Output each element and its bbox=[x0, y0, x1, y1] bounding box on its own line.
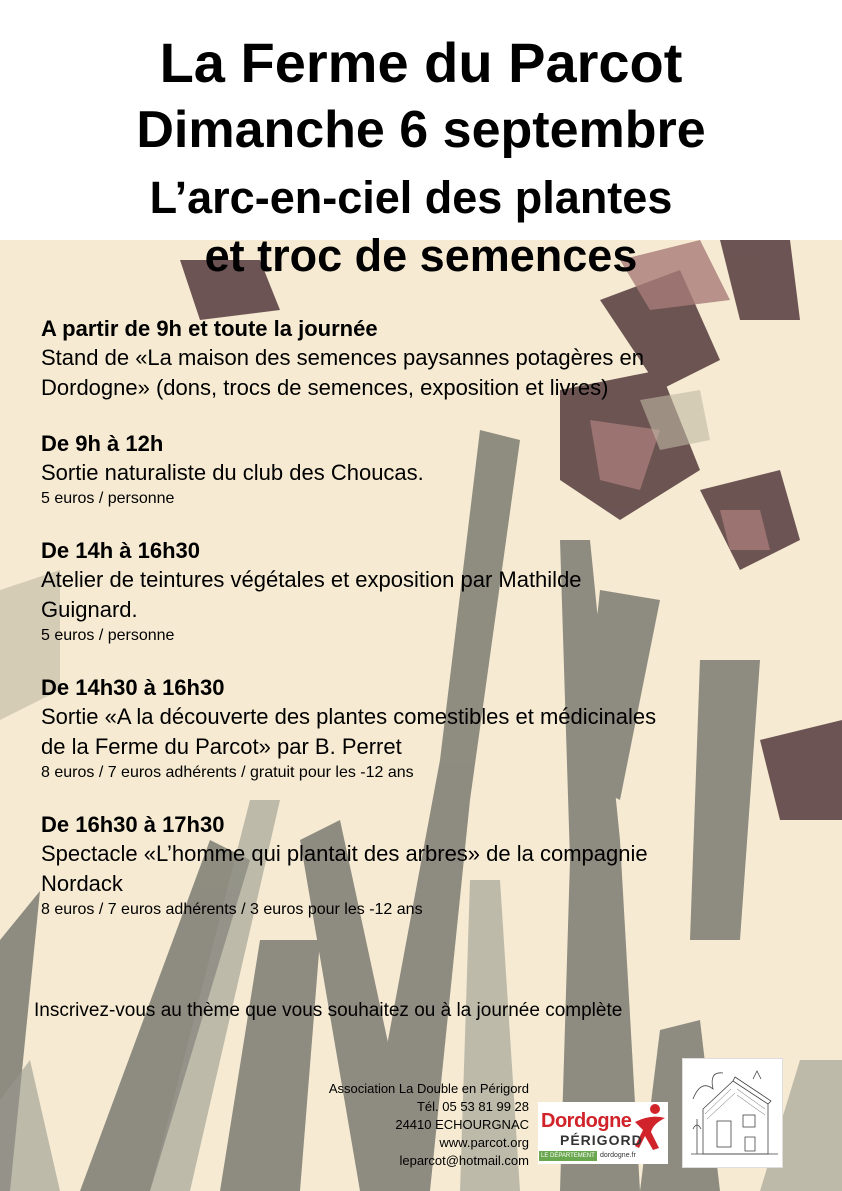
event-item bbox=[41, 673, 831, 784]
logo-sub: PÉRIGORD bbox=[560, 1132, 643, 1148]
farm-sketch-logo bbox=[682, 1058, 783, 1168]
event-description: de la Ferme du Parcot» par B. Perret bbox=[41, 734, 402, 759]
event-time: De 14h à 16h30 bbox=[41, 538, 200, 563]
contact-org: Association La Double en Périgord bbox=[328, 1081, 529, 1096]
event-description: Sortie «A la découverte des plantes comestibles et médicinales bbox=[41, 704, 657, 729]
event-price: 8 euros / 7 euros adhérents / 3 euros pour les -12 ans bbox=[41, 901, 423, 918]
event-description: Stand de «La maison des semences paysannes potagères en bbox=[41, 345, 644, 370]
event-time: De 9h à 12h bbox=[41, 431, 164, 456]
title-line-1: La Ferme du Parcot bbox=[159, 31, 683, 94]
event-price: 5 euros / personne bbox=[41, 490, 175, 507]
event-item bbox=[41, 536, 831, 647]
event-description: Atelier de teintures végétales et exposition par Mathilde bbox=[41, 567, 582, 592]
contact-phone: Tél. 05 53 81 99 28 bbox=[416, 1099, 529, 1114]
farm-sketch-icon bbox=[683, 1059, 782, 1167]
event-time: De 16h30 à 17h30 bbox=[41, 812, 225, 837]
event-description: Nordack bbox=[41, 871, 123, 896]
event-time: De 14h30 à 16h30 bbox=[41, 675, 225, 700]
contact-address: 24410 ECHOURGNAC bbox=[395, 1117, 529, 1132]
title-line-3: L’arc-en-ciel des plantes bbox=[149, 172, 673, 223]
event-item bbox=[41, 810, 831, 921]
event-description: Dordogne» (dons, trocs de semences, exposition et livres) bbox=[41, 375, 609, 400]
title-line-2: Dimanche 6 septembre bbox=[136, 101, 706, 159]
contact-block bbox=[329, 1080, 529, 1170]
dordogne-logo bbox=[538, 1102, 668, 1164]
title-line-4: et troc de semences bbox=[204, 230, 638, 281]
event-item bbox=[41, 314, 831, 403]
event-description: Sortie naturaliste du club des Choucas. bbox=[41, 460, 424, 485]
signup-note: Inscrivez-vous au thème que vous souhaitez ou à la journée complète bbox=[34, 1000, 623, 1021]
contact-email[interactable]: leparcot@hotmail.com bbox=[399, 1153, 529, 1168]
event-description: Spectacle «L’homme qui plantait des arbres» de la compagnie bbox=[41, 841, 648, 866]
logo-name: Dordogne bbox=[541, 1110, 632, 1132]
event-price: 8 euros / 7 euros adhérents / gratuit pour les -12 ans bbox=[41, 764, 414, 781]
logo-web: dordogne.fr bbox=[600, 1152, 636, 1159]
event-time: A partir de 9h et toute la journée bbox=[41, 316, 378, 341]
logo-bar: LE DÉPARTEMENT bbox=[541, 1153, 595, 1159]
event-item bbox=[41, 429, 831, 510]
contact-website[interactable]: www.parcot.org bbox=[439, 1135, 529, 1150]
event-list bbox=[41, 314, 831, 947]
event-price: 5 euros / personne bbox=[41, 627, 175, 644]
event-description: Guignard. bbox=[41, 597, 138, 622]
